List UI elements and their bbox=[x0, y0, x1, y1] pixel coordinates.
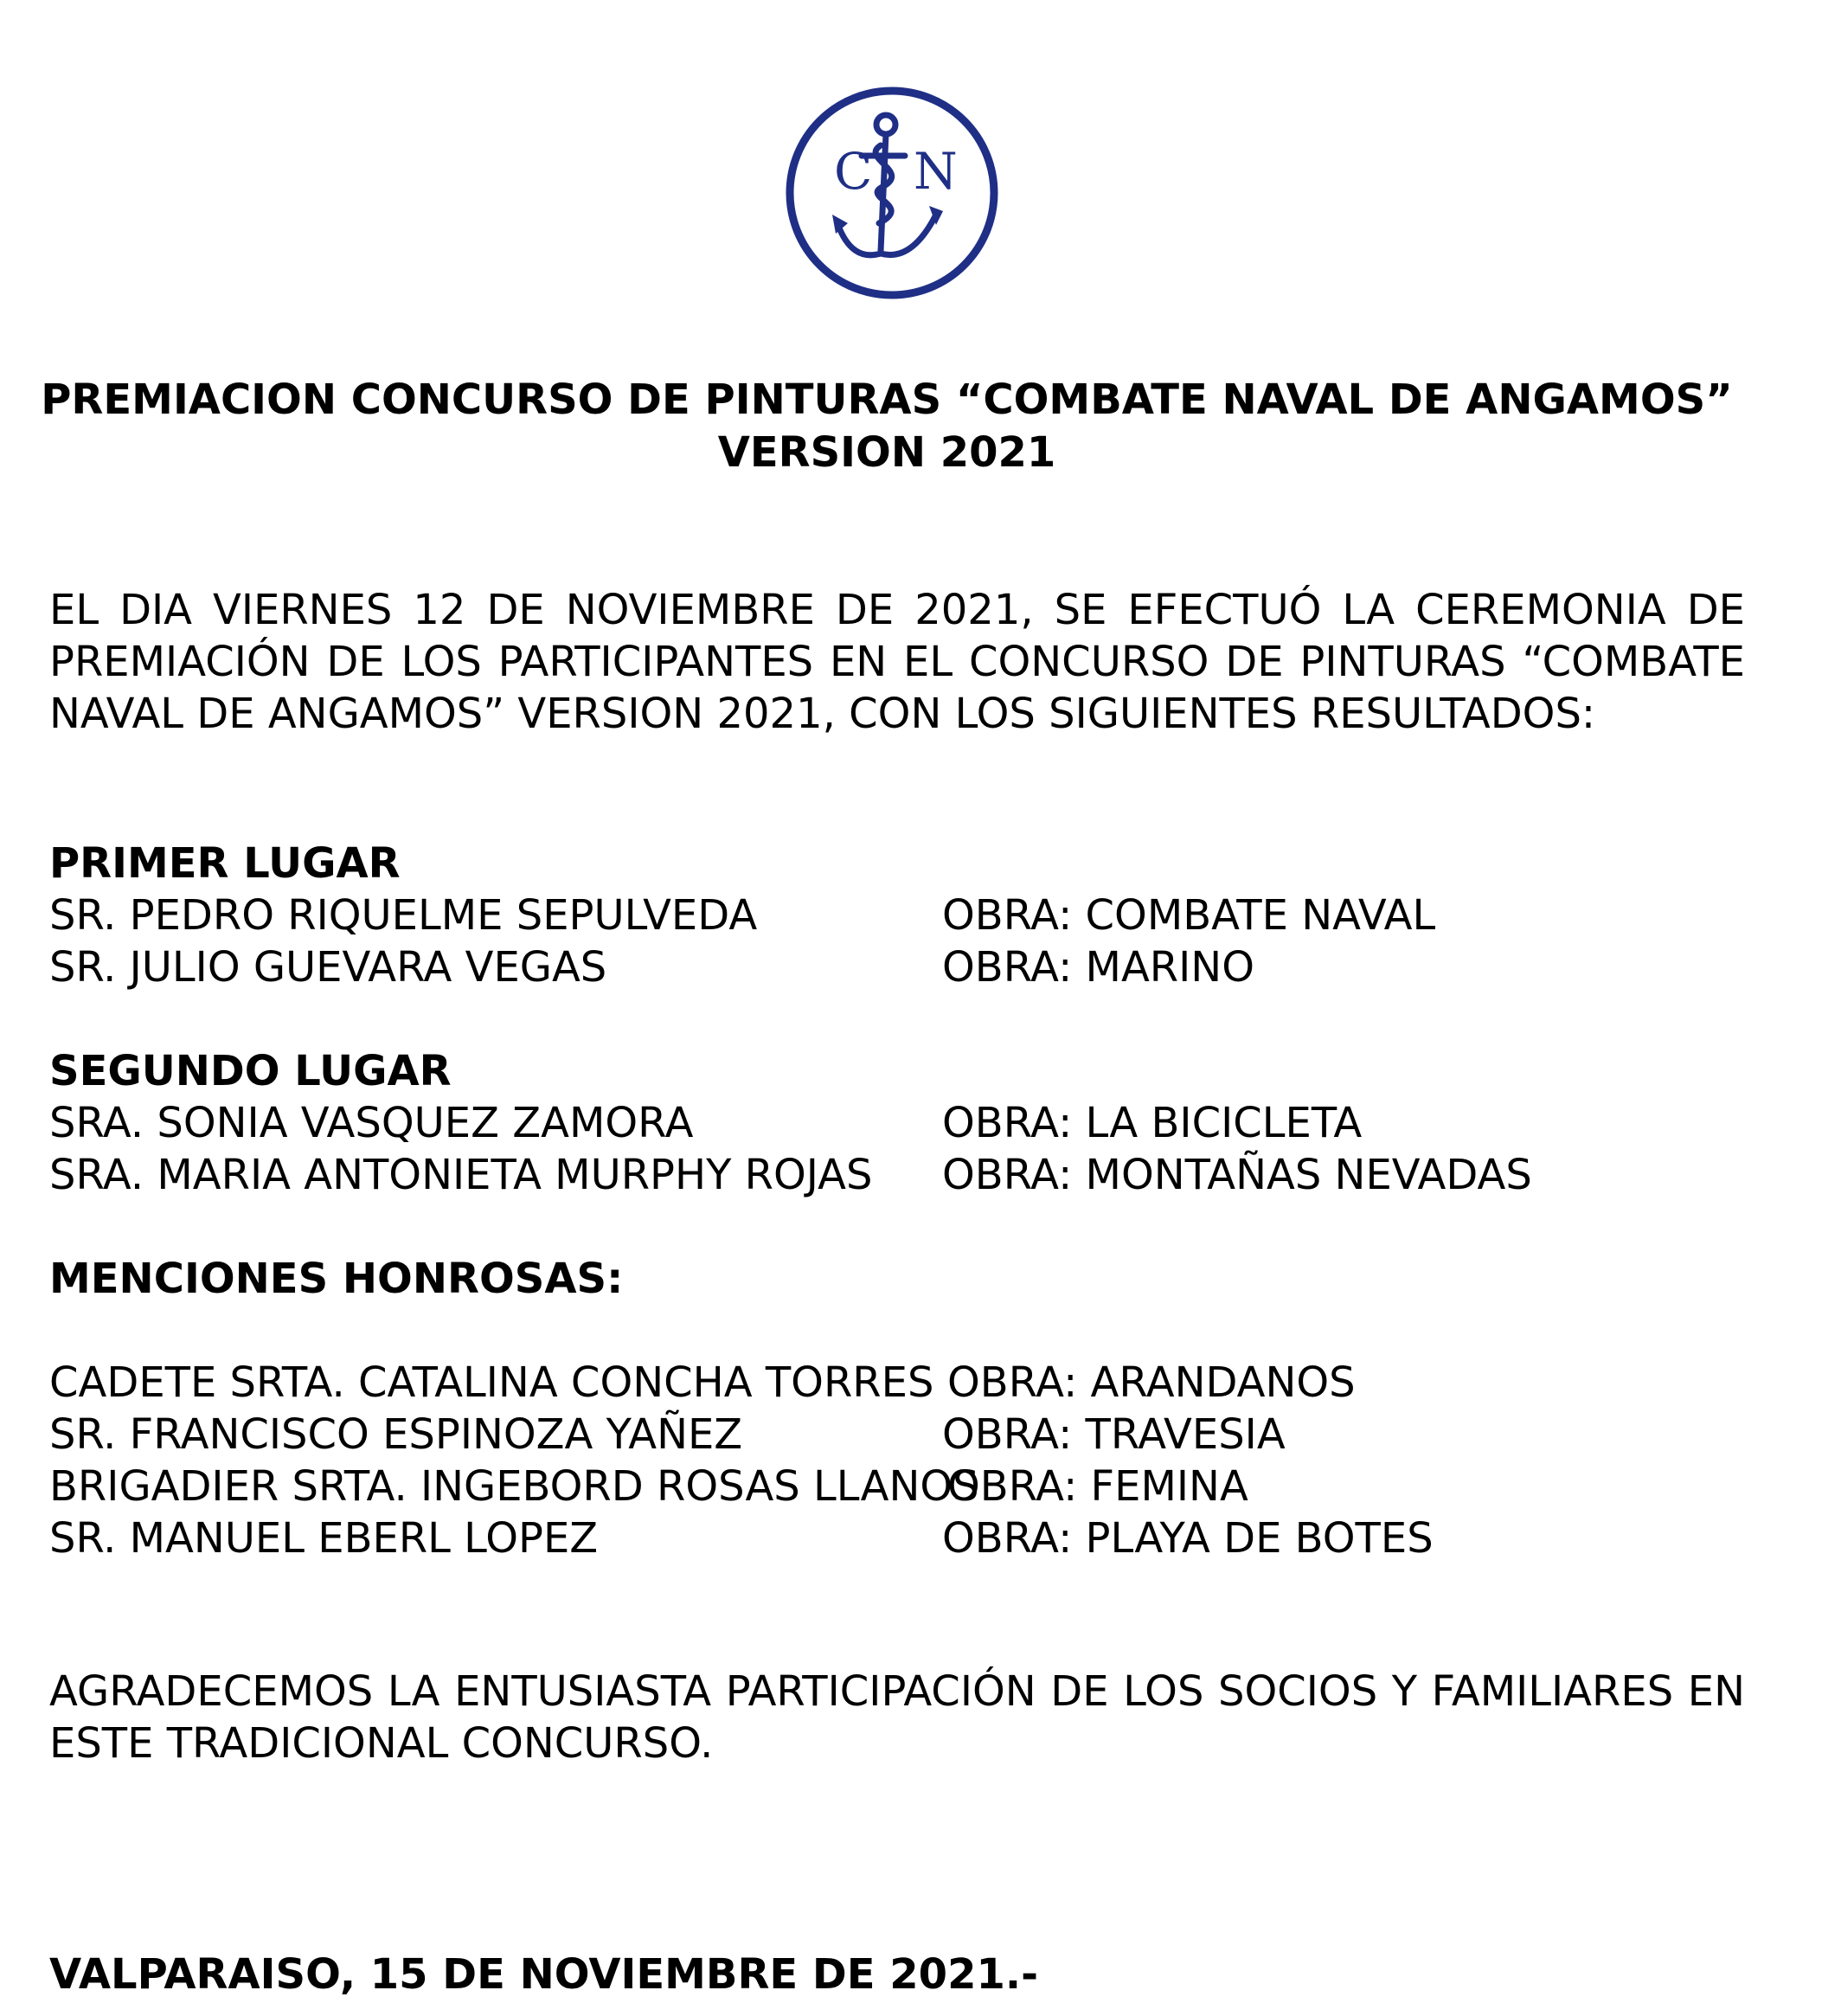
place-and-date: VALPARAISO, 15 DE NOVIEMBRE DE 2021.- bbox=[49, 1950, 1039, 1999]
work-title: OBRA: COMBATE NAVAL bbox=[942, 891, 1436, 940]
intro-line: EL DIA VIERNES 12 DE NOVIEMBRE DE 2021, SE EFECTUÓ LA CEREMONIA DE bbox=[49, 586, 1745, 634]
document-title: PREMIACION CONCURSO DE PINTURAS “COMBATE NAVAL DE ANGAMOS” bbox=[41, 376, 1733, 424]
logo-letter-n: N bbox=[914, 142, 958, 201]
work-title: OBRA: PLAYA DE BOTES bbox=[942, 1514, 1434, 1563]
thanks-line: AGRADECEMOS LA ENTUSIASTA PARTICIPACIÓN DE LOS SOCIOS Y FAMILIARES EN bbox=[49, 1667, 1745, 1716]
winner-name: SRA. SONIA VASQUEZ ZAMORA bbox=[49, 1099, 694, 1147]
logo-letter-c: C bbox=[834, 142, 873, 201]
thanks-paragraph bbox=[49, 1666, 1745, 1769]
work-title: OBRA: LA BICICLETA bbox=[942, 1099, 1363, 1147]
thanks-line: ESTE TRADICIONAL CONCURSO. bbox=[49, 1719, 714, 1768]
anchor-emblem-icon bbox=[784, 85, 1000, 301]
intro-line: PREMIACIÓN DE LOS PARTICIPANTES EN EL CONCURSO DE PINTURAS “COMBATE bbox=[49, 638, 1745, 686]
intro-line: NAVAL DE ANGAMOS” VERSION 2021, CON LOS SIGUIENTES RESULTADOS: bbox=[49, 690, 1596, 738]
winner-name: SR. FRANCISCO ESPINOZA YAÑEZ bbox=[49, 1410, 743, 1459]
first-place-heading: PRIMER LUGAR bbox=[49, 839, 401, 888]
winner-name: BRIGADIER SRTA. INGEBORD ROSAS LLANOS bbox=[49, 1462, 979, 1511]
honorable-mentions-heading: MENCIONES HONROSAS: bbox=[49, 1255, 624, 1303]
winner-name: SR. JULIO GUEVARA VEGAS bbox=[49, 943, 607, 992]
work-title: OBRA: ARANDANOS bbox=[947, 1358, 1356, 1407]
winner-name: SR. MANUEL EBERL LOPEZ bbox=[49, 1514, 599, 1563]
intro-paragraph bbox=[49, 584, 1745, 740]
winner-name: SR. PEDRO RIQUELME SEPULVEDA bbox=[49, 891, 758, 940]
work-title: OBRA: TRAVESIA bbox=[942, 1410, 1286, 1459]
document-subtitle: VERSION 2021 bbox=[717, 428, 1056, 477]
work-title: OBRA: FEMINA bbox=[947, 1462, 1248, 1511]
winner-name: SRA. MARIA ANTONIETA MURPHY ROJAS bbox=[49, 1151, 873, 1199]
winner-name: CADETE SRTA. CATALINA CONCHA TORRES bbox=[49, 1358, 934, 1407]
work-title: OBRA: MONTAÑAS NEVADAS bbox=[942, 1151, 1532, 1199]
club-logo bbox=[784, 85, 1000, 301]
second-place-heading: SEGUNDO LUGAR bbox=[49, 1047, 452, 1095]
work-title: OBRA: MARINO bbox=[942, 943, 1254, 992]
